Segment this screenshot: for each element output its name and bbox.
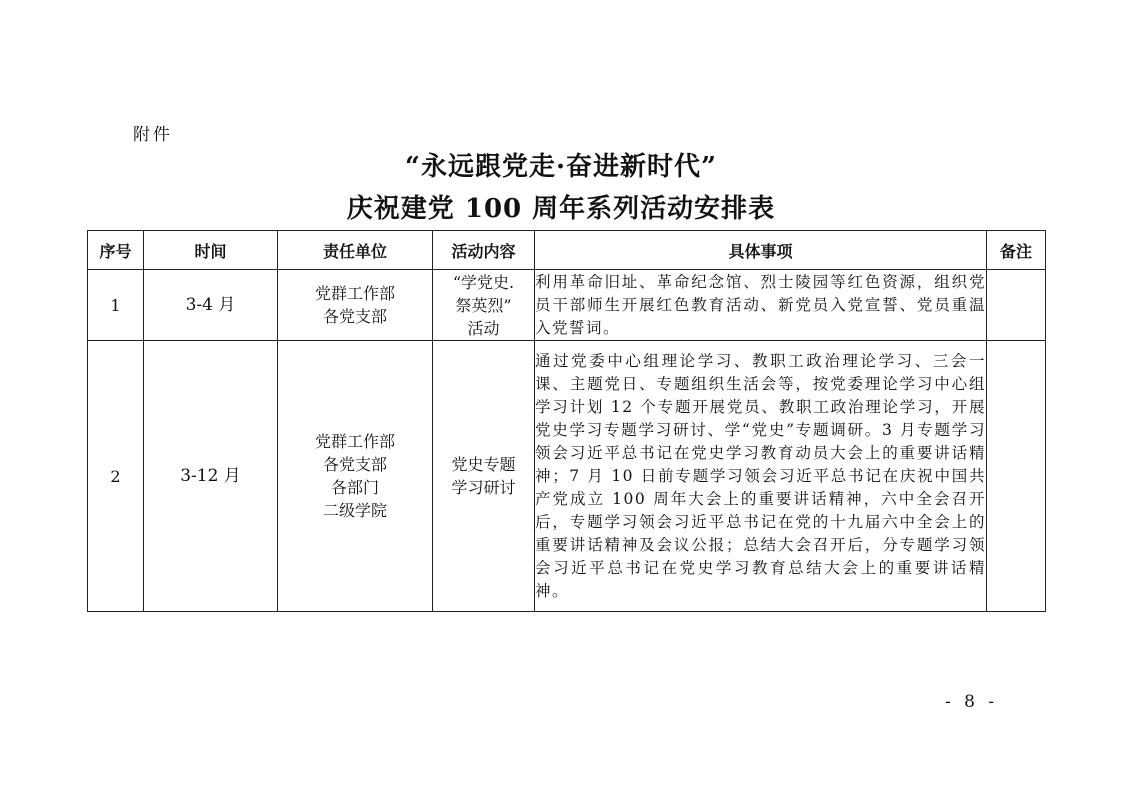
unit-line: 党群工作部 (314, 284, 395, 303)
document-title-line-2: 庆祝建党 100 周年系列活动安排表 (346, 194, 776, 224)
row-activity (433, 341, 535, 612)
activity-line: “学党史. (452, 272, 515, 292)
table-header-row (88, 231, 1046, 270)
row-details: 利用革命旧址、革命纪念馆、烈士陵园等红色资源，组织党员干部师生开展红色教育活动、新党员入党宣誓、党员重温入党誓词。 (535, 270, 987, 341)
row-responsible-unit (278, 270, 433, 341)
page-number: - 8 - (945, 692, 999, 712)
document-title-line-1: “永远跟党走·奋进新时代” (405, 152, 717, 182)
activity-line: 活动 (467, 318, 500, 338)
row-remarks (987, 341, 1046, 612)
row-remarks (987, 270, 1046, 341)
unit-line: 二级学院 (322, 501, 387, 520)
row-time: 3-4 月 (144, 270, 278, 341)
row-index: 1 (88, 270, 144, 341)
header-responsible-unit: 责任单位 (278, 231, 433, 270)
header-index: 序号 (88, 231, 144, 270)
header-activity: 活动内容 (433, 231, 535, 270)
activity-schedule-table (87, 230, 1046, 612)
unit-line: 各党支部 (322, 307, 387, 326)
row-responsible-unit (278, 341, 433, 612)
activity-line: 党史专题 (451, 455, 516, 474)
row-index: 2 (88, 341, 144, 612)
table-row (88, 270, 1046, 341)
activity-line: 学习研讨 (451, 478, 516, 497)
activity-line: 祭英烈” (455, 295, 512, 315)
header-time: 时间 (144, 231, 278, 270)
row-activity (433, 270, 535, 341)
row-details: 通过党委中心组理论学习、教职工政治理论学习、三会一课、主题党日、专题组织生活会等，按党委理论学习中心组学习计划 12 个专题开展党员、教职工政治理论学习，开展党史学习专题学习研讨、学“党史”专题调研。3 月专题学习领会习近平总书记在党史学习教育动员大会上的重要讲话精神；7 月 10 日前专题学习领会习近平总书记在庆祝中国共产党成立 100 周年大会上的重要讲话精神，六中全会召开后，专题学习领会习近平总书记在党的十九届六中全会上的重要讲话精神及会议公报；总结大会召开后，分专题学习领会习近平总书记在党史学习教育总结大会上的重要讲话精神。 (535, 341, 987, 612)
attachment-label: 附件 (133, 125, 173, 145)
table-row (88, 341, 1046, 612)
unit-line: 各部门 (330, 478, 379, 497)
unit-line: 各党支部 (322, 455, 387, 474)
header-remarks: 备注 (987, 231, 1046, 270)
row-time: 3-12 月 (144, 341, 278, 612)
unit-line: 党群工作部 (314, 432, 395, 451)
header-details: 具体事项 (535, 231, 987, 270)
